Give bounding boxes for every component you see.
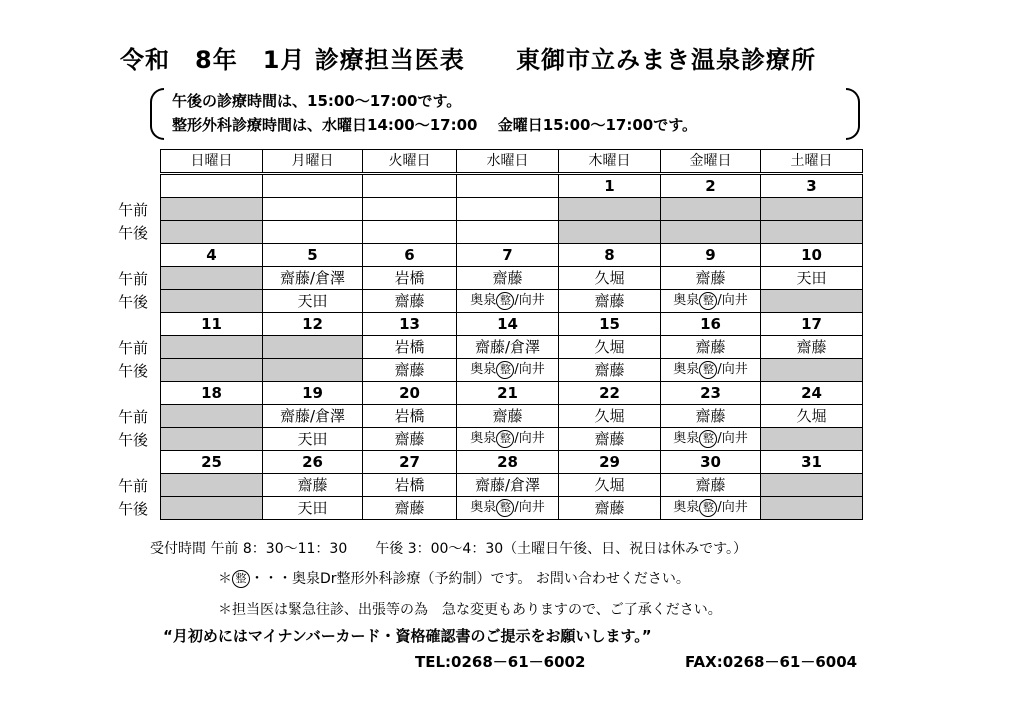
date-cell: 7 [457,244,559,267]
afternoon-doctor-cell [761,359,863,382]
ortho-circle-mark: 整 [232,570,250,588]
date-cell: 2 [661,174,761,198]
afternoon-row-label: 午後 [118,499,149,518]
date-cell: 8 [559,244,661,267]
schedule-title: 令和 8年 1月 診療担当医表 [120,46,465,74]
morning-doctor-cell [161,405,263,428]
date-cell: 11 [161,313,263,336]
morning-doctor-cell: 齋藤 [661,267,761,290]
weekday-header: 月曜日 [263,150,363,174]
morning-row-label: 午前 [118,407,149,426]
morning-doctor-cell [661,198,761,221]
date-cell: 5 [263,244,363,267]
date-cell: 6 [363,244,457,267]
date-cell: 31 [761,451,863,474]
morning-doctor-cell [263,198,363,221]
date-cell: 23 [661,382,761,405]
afternoon-doctor-cell [761,221,863,244]
morning-doctor-cell: 齋藤/倉澤 [263,267,363,290]
morning-doctor-cell: 齋藤/倉澤 [457,474,559,497]
afternoon-doctor-cell [761,497,863,520]
morning-doctor-cell: 岩橋 [363,405,457,428]
date-cell: 20 [363,382,457,405]
afternoon-doctor-cell [761,428,863,451]
ortho-circle-mark: 整 [699,292,717,310]
date-cell: 17 [761,313,863,336]
ortho-doctor-cell [661,428,761,451]
morning-doctor-cell: 久堀 [761,405,863,428]
ortho-doctor-cell [661,290,761,313]
ortho-doctor-cell [661,497,761,520]
weekday-header: 金曜日 [661,150,761,174]
morning-doctor-cell: 久堀 [559,336,661,359]
date-cell: 29 [559,451,661,474]
doctor-name: 奥泉 [470,431,497,446]
morning-doctor-cell [161,198,263,221]
morning-doctor-cell [363,198,457,221]
afternoon-doctor-cell: 齋藤 [363,290,457,313]
contact-line [415,651,1024,672]
afternoon-doctor-cell: 齋藤 [559,497,661,520]
afternoon-doctor-cell: 齋藤 [559,359,661,382]
doctor-name: /向井 [717,431,748,446]
afternoon-doctor-cell [661,221,761,244]
morning-doctor-cell [761,474,863,497]
weekday-header: 木曜日 [559,150,661,174]
afternoon-doctor-cell [161,497,263,520]
date-cell [363,174,457,198]
doctor-name: /向井 [514,500,545,515]
morning-doctor-cell: 岩橋 [363,267,457,290]
doctor-name: /向井 [514,431,545,446]
hours-notice [150,88,860,140]
ortho-circle-mark: 整 [496,292,514,310]
date-cell: 3 [761,174,863,198]
afternoon-doctor-cell [559,221,661,244]
date-cell: 27 [363,451,457,474]
morning-row-label: 午前 [118,338,149,357]
doctor-name: 奥泉 [673,500,700,515]
afternoon-doctor-cell [363,221,457,244]
morning-row-label: 午前 [118,200,149,219]
afternoon-doctor-cell [263,221,363,244]
date-cell: 12 [263,313,363,336]
doctor-name: /向井 [514,362,545,377]
afternoon-doctor-cell [263,359,363,382]
date-cell: 14 [457,313,559,336]
morning-doctor-cell: 齋藤/倉澤 [457,336,559,359]
ortho-hours-text: 整形外科診療時間は、水曜日14:00～17:00 金曜日15:00～17:00です。 [172,116,698,134]
date-cell: 22 [559,382,661,405]
date-cell: 26 [263,451,363,474]
ortho-circle-mark: 整 [496,430,514,448]
date-cell: 10 [761,244,863,267]
afternoon-doctor-cell [457,221,559,244]
doctor-name: /向井 [717,293,748,308]
doctor-name: /向井 [717,362,748,377]
afternoon-doctor-cell [161,428,263,451]
morning-doctor-cell: 齋藤 [263,474,363,497]
afternoon-doctor-cell: 天田 [263,428,363,451]
afternoon-doctor-cell: 天田 [263,290,363,313]
afternoon-row-label: 午後 [118,361,149,380]
morning-doctor-cell [161,336,263,359]
morning-doctor-cell: 久堀 [559,405,661,428]
morning-doctor-cell: 齋藤 [761,336,863,359]
afternoon-doctor-cell [161,290,263,313]
ortho-doctor-cell [457,290,559,313]
date-cell: 18 [161,382,263,405]
card-request: “月初めにはマイナンバーカード・資格確認書のご提示をお願いします。” [163,627,652,645]
ortho-doctor-cell [661,359,761,382]
date-cell: 19 [263,382,363,405]
date-cell [263,174,363,198]
ortho-circle-mark: 整 [496,361,514,379]
morning-doctor-cell [457,198,559,221]
ortho-circle-mark: 整 [699,499,717,517]
ortho-note [218,568,1024,588]
doctor-name: 奥泉 [673,431,700,446]
doctor-name: 奥泉 [470,293,497,308]
weekday-header: 火曜日 [363,150,457,174]
weekday-header: 日曜日 [161,150,263,174]
fax-number: FAX:0268－61－6004 [685,653,858,671]
afternoon-hours-text: 午後の診療時間は、15:00～17:00です。 [172,92,462,110]
morning-doctor-cell: 岩橋 [363,336,457,359]
afternoon-row-label: 午後 [118,292,149,311]
ortho-circle-mark: 整 [699,430,717,448]
morning-doctor-cell: 齋藤 [661,405,761,428]
doctor-name: 奥泉 [470,500,497,515]
ortho-note-text: ・・・奥泉Dr整形外科診療（予約制）です。 お問い合わせください。 [250,571,690,587]
afternoon-doctor-cell: 齋藤 [363,428,457,451]
afternoon-row-label: 午後 [118,430,149,449]
afternoon-doctor-cell: 齋藤 [363,359,457,382]
date-cell: 9 [661,244,761,267]
morning-doctor-cell [161,267,263,290]
weekday-header: 土曜日 [761,150,863,174]
afternoon-row-label: 午後 [118,223,149,242]
reception-hours: 受付時間 午前 8：30～11：30 午後 3：00～4：30（土曜日午後、日、祝日は休みです。） [150,541,748,557]
morning-row-label: 午前 [118,476,149,495]
ortho-note-prefix: ＊ [218,571,232,587]
doctor-name: /向井 [514,293,545,308]
doctor-name: 奥泉 [673,293,700,308]
date-cell: 4 [161,244,263,267]
morning-doctor-cell: 齋藤 [457,267,559,290]
afternoon-doctor-cell: 齋藤 [559,290,661,313]
telephone-number: TEL:0268－61－6002 [415,653,586,671]
date-cell: 13 [363,313,457,336]
morning-doctor-cell: 久堀 [559,267,661,290]
change-note: ＊担当医は緊急往診、出張等の為 急な変更もありますので、ご了承ください。 [218,602,722,618]
ortho-circle-mark: 整 [699,361,717,379]
left-bracket [150,88,164,140]
morning-doctor-cell [263,336,363,359]
morning-doctor-cell: 齋藤 [661,474,761,497]
afternoon-doctor-cell: 齋藤 [559,428,661,451]
morning-row-label: 午前 [118,269,149,288]
afternoon-doctor-cell: 齋藤 [363,497,457,520]
right-bracket [846,88,860,140]
ortho-doctor-cell [457,359,559,382]
morning-doctor-cell [559,198,661,221]
morning-doctor-cell: 齋藤 [661,336,761,359]
doctor-name: /向井 [717,500,748,515]
date-cell: 21 [457,382,559,405]
morning-doctor-cell: 天田 [761,267,863,290]
morning-doctor-cell: 岩橋 [363,474,457,497]
morning-doctor-cell [761,198,863,221]
weekday-header: 水曜日 [457,150,559,174]
date-cell: 25 [161,451,263,474]
clinic-name: 東御市立みまき温泉診療所 [516,46,816,74]
schedule-table [160,149,863,520]
ortho-doctor-cell [457,497,559,520]
doctor-name: 奥泉 [470,362,497,377]
ortho-doctor-cell [457,428,559,451]
date-cell [161,174,263,198]
ortho-circle-mark: 整 [496,499,514,517]
afternoon-doctor-cell: 天田 [263,497,363,520]
date-cell [457,174,559,198]
morning-doctor-cell: 齋藤/倉澤 [263,405,363,428]
morning-doctor-cell: 久堀 [559,474,661,497]
morning-doctor-cell: 齋藤 [457,405,559,428]
afternoon-doctor-cell [161,221,263,244]
doctor-name: 奥泉 [673,362,700,377]
morning-doctor-cell [161,474,263,497]
date-cell: 30 [661,451,761,474]
afternoon-doctor-cell [761,290,863,313]
date-cell: 24 [761,382,863,405]
date-cell: 1 [559,174,661,198]
date-cell: 28 [457,451,559,474]
page-title [0,40,1024,80]
afternoon-doctor-cell [161,359,263,382]
date-cell: 15 [559,313,661,336]
date-cell: 16 [661,313,761,336]
